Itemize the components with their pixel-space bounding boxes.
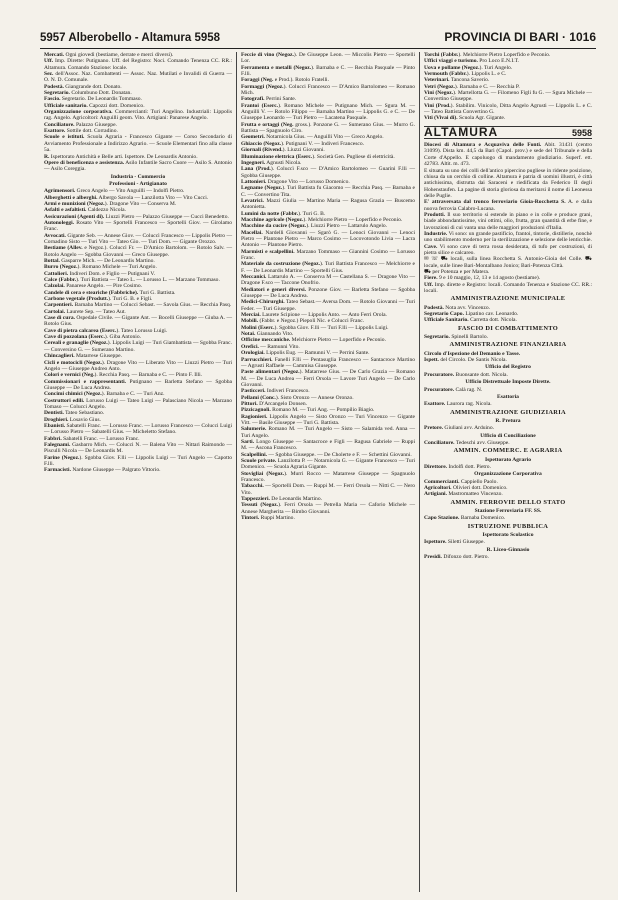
- directory-entry: Ufficiale Sanitario. Carretta dott. Nicola.: [424, 317, 517, 324]
- directory-entry: Mediatori e generi diversi. Ponzone Giov. — Barletta Stefano — Sgobba Giuseppe — De Luca Andrea.: [241, 286, 415, 300]
- directory-entry: Cattolieri. Indiveri Dom. e Figlio — Putignani V.: [44, 270, 156, 277]
- column-2: [237, 52, 420, 892]
- directory-entry: Circolo d'Ispezione del Demanio e Tasse.: [424, 350, 521, 357]
- directory-entry: Salumerie. Romano M. — Turi Angelo — Sisto — Salamida ved. Anna — Turi Angelo.: [241, 426, 415, 439]
- directory-entry: Scalpellini. — Sgobba Giuseppe. — De Cholerte e F. — Schettini Giovanni.: [241, 451, 412, 458]
- column-1: [40, 52, 237, 892]
- section-heading: R. Pretura: [495, 417, 521, 424]
- section-heading: Ispettorato Agrario: [484, 456, 532, 463]
- directory-entry: Segretario Capo. Lipatino cav. Leonardo.: [424, 311, 519, 318]
- directory-entry: Fascio. Segretario. De Leonardis Tommaso.: [44, 96, 142, 103]
- directory-entry: R. Ispettorato Antichità e Belle arti. Ispettore. De Leonardis Antonio.: [44, 153, 198, 160]
- directory-entry: Assicurazioni (Agenti di). Liuzzi Pietro — Palazzo Giuseppe — Cucci Benedetto.: [44, 213, 229, 220]
- directory-entry: Frutta e ortaggi (Neg. gross.). Ponzone G. — Sumerano Gius. — Murro G. Battista — Spagnuolo Ciro.: [241, 121, 415, 135]
- altamura-number: 5958: [571, 127, 592, 138]
- directory-entry: ✉ ☏ ⛟ locali, sulla linea Rocchetta S. Antonio-Gioia del Colle. ⛟ locale, sulle linee Bari-Montalbano Jonico; Bari-Potenza Città.: [424, 256, 592, 269]
- directory-entry: Macchine da cucire (Negoz.). Liuzzi Pietro — Lattarulo Angelo.: [241, 223, 388, 230]
- directory-entry: Capo Stazione. Barnaba Domenico.: [424, 515, 506, 522]
- directory-entry: Pittori. D'Arcangelo Donsen.: [241, 400, 308, 407]
- directory-entry: Parrucchieri. Fanelli F.lli — Pentasuglia Francesco — Santacroce Martino — Agrusti Raffaele — Cammisa Giuseppe.: [241, 356, 415, 369]
- directory-entry: Chincaglieri. Matarrese Giuseppe.: [44, 353, 122, 360]
- directory-entry: Calzolai. Panarese Angelo. — Pire Cosimo.: [44, 283, 142, 290]
- directory-entry: ⛟ per Potenza e per Matera.: [424, 269, 490, 275]
- directory-entry: Pretore. Giuliani avv. Arduino.: [424, 425, 494, 432]
- directory-entry: Lumini da notte (Fabbr.). Turi G. B.: [241, 210, 326, 217]
- directory-entry: Geometri. Notarnicola Gius. — Anguilli Vito — Greco Angelo.: [241, 134, 384, 141]
- directory-entry: Alberghetti e alberghi. Albergo Savola — Lanzilotta Vito — Vito Cucci.: [44, 194, 209, 201]
- page-header: [40, 30, 596, 49]
- section-heading: AMMINISTRAZIONE GIUDIZIARIA: [450, 408, 566, 416]
- directory-entry: Marmisti e scalpellini. Marzano Tommaso — Giannini Cosimo — Lorusso Franc.: [241, 248, 415, 261]
- directory-entry: Farine (Negoz.). Sgobba Giov. F.lli — Lippolis Luigi — Turi Angelo — Capotto F.lli.: [44, 454, 232, 467]
- altamura-heading: [424, 126, 592, 139]
- section-heading: Esattoria: [497, 393, 519, 400]
- directory-entry: Armi e munizioni (Negoz.). Dragone Vito — Conserva M.: [44, 200, 177, 207]
- directory-entry: Industrie. Vi sono: un grande pastificio, frantoi, tintorie, distillerie, nonchè uno stabilimento moderno per la sterilizzazione e selezione delle lenticchie.: [424, 230, 592, 244]
- directory-entry: Ingegneri. Agnusti Nicola.: [241, 159, 302, 166]
- directory-entry: Fabbri. Sabatelli Franc. — Lorusso Franc.: [44, 435, 140, 442]
- directory-entry: Bottal. Gasparre Mich. — De Leonardis Martino.: [44, 258, 155, 264]
- directory-entry: Burro (Negoz.). Romano Michele — Turi Angelo.: [44, 264, 157, 271]
- directory-entry: Frantoi (Eserc.). Romano Michele — Putignano Mich. — Sgura M. — Anguilli V. — Rotolo Filippo — Barnaba Martino — Lippolis G. e C. — De Giuseppe Leonardo — Turi Pietro — Lacatena Pasquale.: [241, 102, 415, 122]
- section-heading: Ispettorato Scolastico: [482, 532, 534, 539]
- directory-entry: Opere di beneficenza e assistenza. Asilo Infantile Sacro Cuore — Asilo S. Antonio — Asilo Coreggia.: [44, 159, 232, 173]
- directory-entry: Falegnami. Gasbarro Mich. — Colucci N. — Balena Vito — Nittari Raimondo — Pisculli Nicola — De Leonardis M.: [44, 441, 232, 455]
- section-heading: R. Liceo-Ginnasio: [486, 546, 530, 553]
- directory-entry: Paste alimentari (Negoz.). Matarrese Gius. — De Carlo Grazia — Romano M. — De Luca Andrea — Ferri Orsola — Lavore Turi Angelo — De Carlo Giovanni.: [241, 369, 415, 388]
- directory-entry: Lana (Prod.). Coluccì F.sco — D'Amico Bartolomeo — Guarini F.lli — Sgobba Giuseppe.: [241, 166, 415, 179]
- directory-entry: Ispettore. Siletti Giuseppe.: [424, 539, 485, 546]
- directory-entry: Diocesi di Altamura e Acquaviva delle Fonti. Abit. 31431 (centro 31099). Dista km. 44,5 da Bari (Capol. prov.) e sede del Tribunale e della Corte d'Appello. E capoluogo di mandamento giudiziario. Superf. ett. 42783. Altit. m. 473.: [424, 142, 592, 168]
- directory-entry: Procuratore. Buonsante dott. Nicola.: [424, 371, 508, 378]
- directory-entry: Candele di cera e steariche (Fabbriche). Turi G. Battista.: [44, 289, 176, 296]
- directory-entry: Medici-Chirurghi. Tateo Sebast.— Aversa Dom. — Rotolo Giovanni — Turi Feder. — Turi Giuseppe.: [241, 299, 415, 312]
- directory-entry: Droghieri. Losavio Gius.: [44, 416, 101, 423]
- directory-entry: Lattonieri. Dragone Vito — Lorusso Domenico.: [241, 178, 350, 185]
- directory-entry: Notai. Giannando Vito.: [241, 331, 294, 338]
- section-heading: ISTRUZIONE PUBBLICA: [467, 522, 549, 530]
- directory-entry: Organizzazione corporativa. Commercianti: Turi Angelino. Industriali: Lippolis rag. Angelo. Agricoltori: Anguilli geom. Vito. Artigiani: Panarese Angelo.: [44, 109, 232, 122]
- section-heading: AMMINISTRAZIONE MUNICIPALE: [450, 295, 566, 303]
- directory-entry: Meccanici. Lattarulo A. — Conserva M — Castellana S. — Dragone Vito — Dragone F.sco — Taccone Onofrio.: [241, 274, 415, 287]
- directory-entry: Giornali (Rivend.). Liuzzi Giovanni.: [241, 147, 325, 154]
- directory-entry: Molini (Eserc.). Sgobba Giov. F.lli — Turi F.lli — Lippolis Luigi.: [241, 324, 389, 331]
- directory-entry: Dentisti. Tateo Sebastiano.: [44, 410, 105, 417]
- directory-entry: Segretario. Columbuno Dott. Donatan.: [44, 90, 132, 97]
- directory-entry: Foraggi (Neg. e Prod.). Rotolo Fratelli.: [241, 77, 329, 84]
- directory-entry: Agrimensori. Greco Angelo — Vito Anguilli — Indolfi Pietro.: [44, 188, 185, 195]
- directory-entry: Costruttori edili. Lorusso Luigi — Tateo Luigi — Palasciano Nicola — Marzano Tomaso — Colucci Angelo.: [44, 397, 232, 410]
- directory-entry: Scuole e istituti. Scuola Agraria - Francesco Gigante — Corso Secondario di Avviamento Professionale a Indirizzo Agrario. — Scuole Elementari fino alla classe 5a.: [44, 134, 232, 154]
- directory-entry: Scuole private. Lanzilotta P. — Notarnicola G. — Gigante Francesco — Turi Domenico. — Scuola Agraria Gigante.: [241, 458, 415, 471]
- directory-entry: Vermouth (Fabbr.). Lippolis L. e C.: [424, 71, 507, 78]
- directory-entry: Cereali e granaglie (Negoz.). Lippolis Luigi — Turi Giambattista — Sgobba Franc. — Conversino G. — Sumerano Martino.: [44, 340, 232, 353]
- directory-entry: Veterinari. Tancona Saverio.: [424, 77, 490, 84]
- section-heading: Ufficio Distrettuale Imposte Dirette.: [465, 379, 551, 386]
- directory-entry: E' attraversata dal tronco ferroviario Gioia-Rocchetta S. A. e dalla nuova ferrovia Calabro-Lucana.: [424, 199, 592, 212]
- directory-entry: Ragionieri. Lippolis Angelo — Sisto Oronzo — Turi Vincenzo — Gigante Vitt. — Basile Giuseppe — Turi G. Battista.: [241, 413, 415, 426]
- directory-entry: Cave. Vi sono cave di terra rossa desiderata, di tufo per costruzioni, di pietra silice e calcareo.: [424, 243, 592, 256]
- directory-entry: Uff. Imp. Dirette: Putignano. Uff. del Registro: Noci. Comando Tenenza CC. RR.: Altamura. Comando Stazione: locale.: [44, 58, 232, 71]
- section-heading: Ufficio del Registro: [485, 364, 531, 371]
- directory-entry: Esattore. Sottile dott. Corradino.: [44, 128, 118, 135]
- directory-entry: Pizzicagnoli. Romano M. — Turi Ang. — Pompilio Biagio.: [241, 407, 375, 414]
- directory-entry: Podestà. Nota avv. Vincenzo.: [424, 304, 491, 311]
- directory-entry: Macellai. Nardelli Giovanni — Sgarò G. — Lenoci Giovanni — Lenoci Pietro — Plantone Pietro — Marco Cosimo — Locovotondo Livia — Lacra Antonio — Plantone Pietro.: [241, 229, 415, 249]
- directory-entry: Esattore. Laurora rag. Nicola.: [424, 401, 492, 408]
- directory-entry: Carpentieri. Barnaba Martino — Colucci Sebast. — Savola Gius. — Recchia Pasq.: [44, 302, 232, 309]
- section-heading: AMMINISTRAZIONE FINANZIARIA: [449, 341, 567, 349]
- header-left: 5957 Alberobello - Altamura 5958: [40, 32, 221, 44]
- directory-entry: Levatrici. Mazzi Giulia — Martino Maria — Ragusa Grazia — Buscemo Antonietta.: [241, 197, 415, 211]
- altamura-description: [424, 142, 592, 294]
- directory-entry: Feccie di vino (Negoz.). De Giuseppe Leon. — Miccolis Pietro — Sportelli Lor.: [241, 52, 415, 65]
- directory-entry: Ebanisti. Sabatelli Franc. — Lorusso Franc. — Lorusso Francesco — Colucci Luigi — Lorusso Pietro — Sabatelli Gius. — Micheletto Stefano.: [44, 422, 232, 436]
- section-heading: Stazione Ferroviaria FF. SS.: [474, 508, 542, 514]
- directory-entry: Uffici viaggi e turismo. Pro Loco E.N.I.T.: [424, 58, 519, 65]
- directory-entry: Direttore. Indolfi dott. Pietro.: [424, 463, 491, 470]
- section-heading: AMMIN. FERROVIE DELLO STATO: [450, 498, 566, 506]
- directory-entry: Procuratore. Calà rag. N.: [424, 386, 483, 393]
- directory-entry: Case di cura. Ospedale Civile. — Gigante Ant. — Bocelli Giuseppe — Giuba A. — Rotolo Gius.: [44, 315, 233, 328]
- directory-entry: Illuminazione elettrica (Eserc.). Società Gen. Pugliese di elettricità.: [241, 153, 395, 160]
- directory-entry: Tabacchi. — Sportelli Dom. — Ruppi M. — Ferri Orsola — Nitti C. — Nero Vito.: [241, 483, 415, 496]
- directory-entry: Commissionari e rappresentanti. Putignano — Barletta Stefano — Sgobba Giuseppe — De Luca Andrea.: [44, 378, 232, 391]
- directory-entry: Colori e vernici (Neg.). Recchia Pasq. — Barnaba e C. — Pinto F. Illi.: [44, 372, 203, 379]
- directory-entry: Podestà. Giangrande dott. Donato.: [44, 83, 122, 90]
- directory-entry: Avvocati. Gigante Seb. — Annese Giov. — Coluccì Francesco — Lippolis Pietro — Cornadino Sisto — Turi Vito — Tateo Gio. — Turi Dom. — Gigante Orozzo.: [44, 232, 232, 245]
- directory-entry: Cave di pozzolana (Eserc.). Giba Antonio.: [44, 334, 141, 341]
- directory-entry: Farmacisti. Nardone Giuseppe — Palgrato Vittorio.: [44, 467, 161, 474]
- directory-entry: Orologiai. Lippolis Eug. — Ramunni V. — Perrini Sante.: [241, 350, 370, 357]
- directory-entry: Stovigliai (Negoz.). Murri Rocco — Matarrese Giuseppe — Spagnuolo Francesco.: [241, 470, 416, 484]
- directory-entry: Ferramenta e metalli (Negoz.). Barnaba e C. — Recchia Pasquale — Pinto F.lli.: [241, 64, 415, 78]
- directory-entry: Concimi chimici (Negoz.). Barnaba e C. — Turi Anz.: [44, 391, 165, 398]
- directory-entry: Autonoleggi. Rosato Vito — Sportelli Francesco — Sportelli Giov. — Girolamo Franc.: [44, 219, 232, 233]
- section-heading: Industria - Commercio: [110, 173, 166, 180]
- directory-entry: Ufficiale sanitario. Capozzi dott. Domenico.: [44, 102, 145, 109]
- column-3: [420, 52, 596, 892]
- directory-entry: Conciliatore. Tedeschi avv. Giuseppe.: [424, 439, 510, 446]
- section-heading: AMMIN. COMMERC. E AGRARIA: [453, 447, 563, 455]
- header-right: PROVINCIA DI BARI · 1016: [444, 30, 596, 44]
- directory-entry: Vini (Negoz.). Martellotta G. — Filomeno Figli fu G. — Sgura Michele — Convertino Giuseppe.: [424, 90, 592, 103]
- directory-entry: Fiere. 9 e 10 maggio, 12, 13 e 14 agosto (bestiame).: [424, 275, 541, 282]
- section-heading: Professioni - Artigianato: [109, 180, 167, 187]
- directory-entry: Carbone vegetale (Produtt.). Turi G. B. e Figli.: [44, 296, 153, 303]
- directory-entry: Asfalti e asfaltisti. Caldezzo Nicola.: [44, 207, 126, 214]
- directory-entry: Ispett. del Circolo. De Santis Nicola.: [424, 357, 507, 364]
- directory-entry: Torchi (Fabbr.). Melchiorre Pietro Loperfido e Peconio.: [424, 52, 551, 58]
- directory-entry: Sarti. Longo Giuseppe — Santacroce e Figli — Ragusa Gabriele — Ruppi M. — Ascona Francesco.: [241, 438, 415, 452]
- directory-entry: Pasticceri. Indiveri Francesco.: [241, 388, 310, 395]
- directory-entry: Pellami (Conc.). Sisto Oronzo — Annese Oronzo.: [241, 394, 354, 401]
- directory-entry: Uova e pollame (Negoz.). Turi Angelo.: [424, 64, 513, 71]
- directory-entry: Tessuti (Negoz.). Ferri Orsola — Petrella Maria — Caforio Michele — Annese Margherita — Bimbo Giovanni.: [241, 502, 415, 515]
- directory-entry: Fotografi. Perrini Sante.: [241, 96, 297, 103]
- directory-entry: Calce (Fabbr.). Turi Battista — Tateo L. — Lorusso L. — Marzano Tommaso.: [44, 277, 220, 284]
- directory-entry: Macchine agricole (Negoz.). Melchiorre Pietro — Loperfido e Peconio.: [241, 216, 403, 223]
- directory-entry: Mercati. Ogni giovedì (bestiame, derrate e merci diversi).: [44, 52, 174, 58]
- directory-entry: Uff. Imp. dirette e Registro: locali. Comando Tenenza e Stazione CC. RR.: locali.: [424, 281, 592, 295]
- directory-entry: Orefici. — Ramunni Vito.: [241, 343, 300, 350]
- directory-entry: Segretario. Spinelli Bartolo.: [424, 334, 488, 341]
- directory-entry: Officine meccaniche. Melchiorre Pietro — Loperfido e Peconio.: [241, 337, 386, 344]
- section-heading: Organizzazione Corporativa: [474, 471, 542, 478]
- directory-entry: Formaggi (Negoz.). Colucci Francesco — D'Amico Bartolomeo — Romano Mich.: [241, 83, 415, 97]
- section-heading: Ufficio di Conciliazione: [480, 432, 536, 439]
- directory-entry: Cartolai. Laurete Sep. — Tateo Aut.: [44, 308, 126, 315]
- altamura-title: ALTAMURA: [424, 124, 499, 139]
- directory-entry: Merciai. Laurete Scipione — Lippolis Anto. — Anto Ferri Orola.: [241, 312, 387, 319]
- directory-entry: Legname (Negoz.). Turi Battista fu Giacomo — Recchia Pasq. — Barnaba e C. — Convertino Tita.: [241, 185, 415, 198]
- directory-entry: Mobili. (Fabbr. e Negoz.) Piepoli Nic. e Colucci Franc.: [241, 318, 365, 325]
- directory-entry: Materiale da costruzione (Negoz.). Turi Battista Francesco — Melchiorre e F. — De Leonardis Martino — Sportelli Gius.: [241, 261, 415, 274]
- section-heading: FASCIO DI COMBATTIMENTO: [458, 324, 558, 332]
- directory-entry: Vini (Prod.). Stabilim. Vinicolo, Ditta Angelo Agrusti — Lippolis L. e C. — Tateo Battista Convertino G.: [424, 102, 592, 116]
- column-3-top-entries: [424, 52, 592, 122]
- directory-entry: Viti (Vivai di). Scuola Agr. Gigante.: [424, 115, 506, 122]
- directory-entry: Presidi. Difonzo dott. Pietro.: [424, 554, 489, 561]
- directory-entry: Tappezzieri. De Leonardis Martino.: [241, 496, 322, 503]
- directory-entry: Prodotti. Il suo territorio si estende in piano e in colle e produce grani, biade abbondantissime, vini ottimi, olio, frutta, gran quantità di erbe fine, e lavorazioni di cui vanta una delle maggiori produzioni d'Italia.: [424, 211, 592, 231]
- directory-entry: Cicli e motocicli (Negoz.). Dragone Vito — Liberato Vito — Liuzzi Pietro — Turi Angelo — Giuseppe Andreo Anto.: [44, 359, 232, 372]
- altamura-administration: [424, 296, 592, 560]
- directory-entry: E situata su uno dei colli dell'antico pipercino pugliese in ridente posizione, chiusa da un cerchio di colline. Altamura è patria di uomini illustri, è città antichissima, distrutta dai Saraceni e riedificata da Federico II degli Hohenstaufen. La pagine di storia gloriosa da meritarsi il nome di Leonessa delle Puglie.: [424, 167, 592, 199]
- columns: [40, 52, 596, 892]
- directory-entry: Bestiame (Allev. e Negoz.). Coluccì Fr. — D'Amico Bartolom. — Rotolo Salv. — Rotolo Angelo — Sgobba Giovanni — Greco Giuseppe.: [44, 245, 232, 258]
- directory-entry: Tintori. Ruppi Martino.: [241, 515, 295, 522]
- directory-entry: Vetri (Negoz.). Barnaba e C. — Recchia P.: [424, 83, 520, 90]
- directory-entry: Commercianti. Cappiello Paolo.: [424, 478, 498, 485]
- directory-entry: Cave di pietra calcarea (Eserc.). Tateo Lorusso Luigi.: [44, 327, 168, 334]
- directory-entry: Agricoltori. Olivieri dott. Domenico.: [424, 484, 508, 491]
- directory-entry: Artigiani. Mastromatteo Vincenzo.: [424, 491, 503, 498]
- directory-entry: Sez. dell'Assoc. Naz. Combattenti — Assoc. Naz. Mutilati e Invalidi di Guerra — O. N. D. Comunale.: [44, 71, 232, 84]
- directory-entry: Ghiaccio (Negoz.). Putignani V. — Indiveri Francesco.: [241, 140, 365, 147]
- directory-entry: Conciliatore. Palazzo Giuseppe.: [44, 121, 117, 128]
